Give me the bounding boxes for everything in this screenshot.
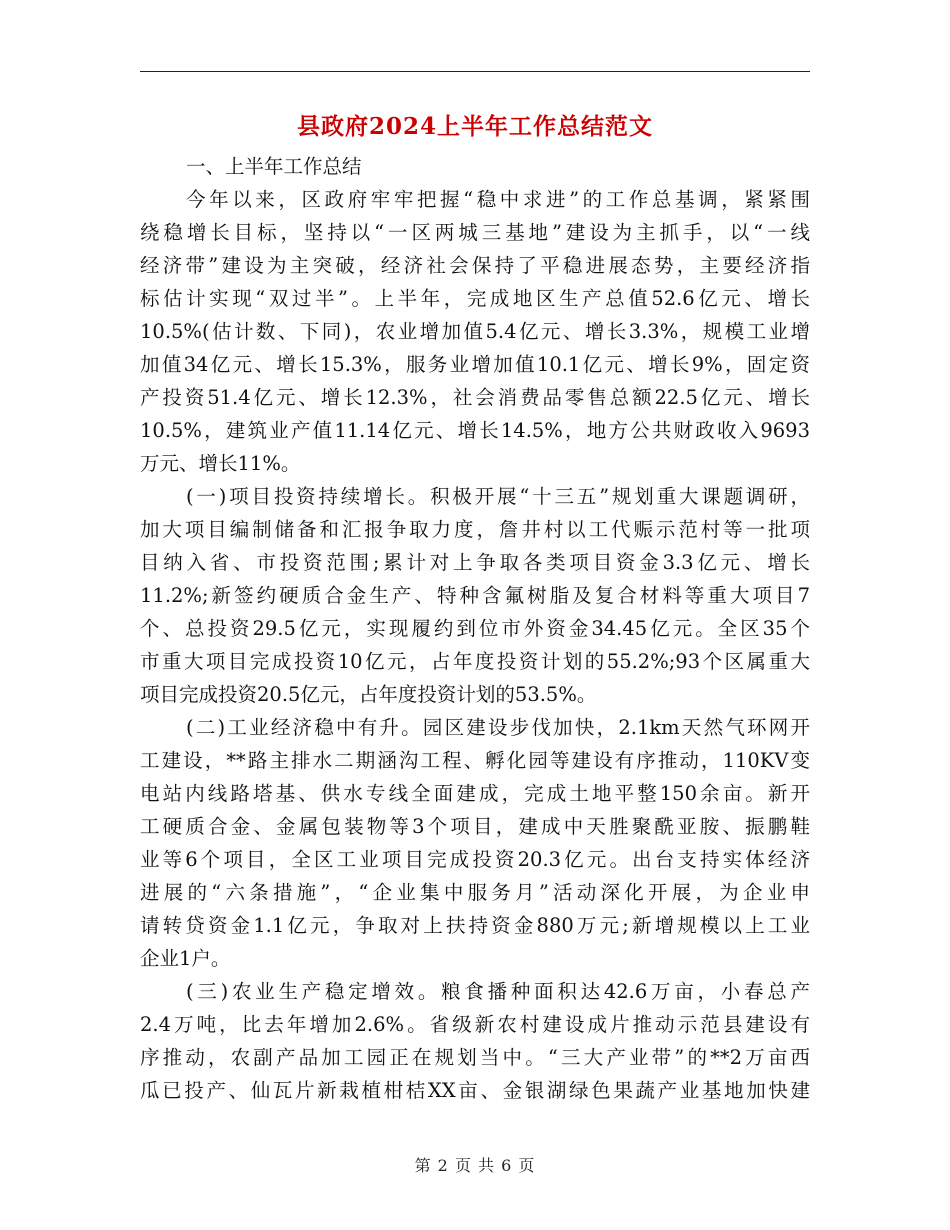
document-title: 县政府2024上半年工作总结范文: [296, 113, 653, 140]
page-number-footer: 第 2 页 共 6 页: [414, 1156, 536, 1175]
paragraph-industrial-economy: [140, 711, 810, 975]
text-line: (二)工业经济稳中有升。园区建设步伐加快，2.1km天然气环网开: [186, 716, 810, 739]
section-heading: 一、上半年工作总结: [186, 155, 362, 178]
text-line: 市重大项目完成投资10亿元，占年度投资计划的55.2%;93个区属重大: [140, 650, 810, 673]
text-line: 目纳入省、市投资范围;累计对上争取各类项目资金3.3亿元、增长: [140, 551, 810, 574]
paragraph-agriculture: [140, 975, 810, 1107]
text-line: 进展的“六条措施”，“企业集中服务月”活动深化开展，为企业申: [140, 881, 810, 904]
text-line: 个、总投资29.5亿元，实现履约到位市外资金34.45亿元。全区35个: [140, 617, 810, 640]
text-line: 产投资51.4亿元、增长12.3%，社会消费品零售总额22.5亿元、增长: [140, 386, 810, 409]
text-line: 万元、增长11%。: [140, 452, 301, 475]
text-line: 经济带”建设为主突破，经济社会保持了平稳进展态势，主要经济指: [140, 254, 810, 277]
document-body: [140, 150, 810, 1107]
text-line: 工建设，**路主排水二期涵沟工程、孵化园等建设有序推动，110KV变: [140, 749, 810, 772]
text-line: 加大项目编制储备和汇报争取力度，詹井村以工代赈示范村等一批项: [140, 518, 810, 541]
text-line: 业等6个项目，全区工业项目完成投资20.3亿元。出台支持实体经济: [140, 848, 810, 871]
text-line: 标估计实现“双过半”。上半年，完成地区生产总值52.6亿元、增长: [140, 287, 810, 310]
text-line: (一)项目投资持续增长。积极开展“十三五”规划重大课题调研，: [186, 485, 810, 508]
text-line: 项目完成投资20.5亿元，占年度投资计划的53.5%。: [140, 683, 597, 706]
text-line: 10.5%，建筑业产值11.14亿元、增长14.5%，地方公共财政收入9693: [140, 419, 810, 442]
text-line: 加值34亿元、增长15.3%，服务业增加值10.1亿元、增长9%，固定资: [140, 353, 810, 376]
text-line: 2.4万吨，比去年增加2.6%。省级新农村建设成片推动示范县建设有: [140, 1013, 810, 1036]
text-line: 请转贷资金1.1亿元，争取对上扶持资金880万元;新增规模以上工业: [140, 914, 810, 937]
text-line: 电站内线路塔基、供水专线全面建成，完成土地平整150余亩。新开: [140, 782, 810, 805]
text-line: 绕稳增长目标，坚持以“一区两城三基地”建设为主抓手，以“一线: [140, 221, 810, 244]
text-line: 工硬质合金、金属包装物等3个项目，建成中天胜聚酰亚胺、振鹏鞋: [140, 815, 810, 838]
paragraph-project-investment: [140, 480, 810, 711]
text-line: (三)农业生产稳定增效。粮食播种面积达42.6万亩，小春总产: [186, 980, 810, 1003]
text-line: 瓜已投产、仙瓦片新栽植柑桔XX亩、金银湖绿色果蔬产业基地加快建: [140, 1079, 810, 1102]
text-line: 11.2%;新签约硬质合金生产、特种含氟树脂及复合材料等重大项目7: [140, 584, 810, 607]
text-line: 今年以来，区政府牢牢把握“稳中求进”的工作总基调，紧紧围: [186, 188, 810, 211]
text-line: 企业1户。: [140, 947, 231, 970]
text-line: 序推动，农副产品加工园正在规划当中。“三大产业带”的**2万亩西: [140, 1046, 810, 1069]
header-rule: [140, 71, 810, 72]
paragraph-overview: [140, 183, 810, 480]
text-line: 10.5%(估计数、下同)，农业增加值5.4亿元、增长3.3%，规模工业增: [140, 320, 810, 343]
